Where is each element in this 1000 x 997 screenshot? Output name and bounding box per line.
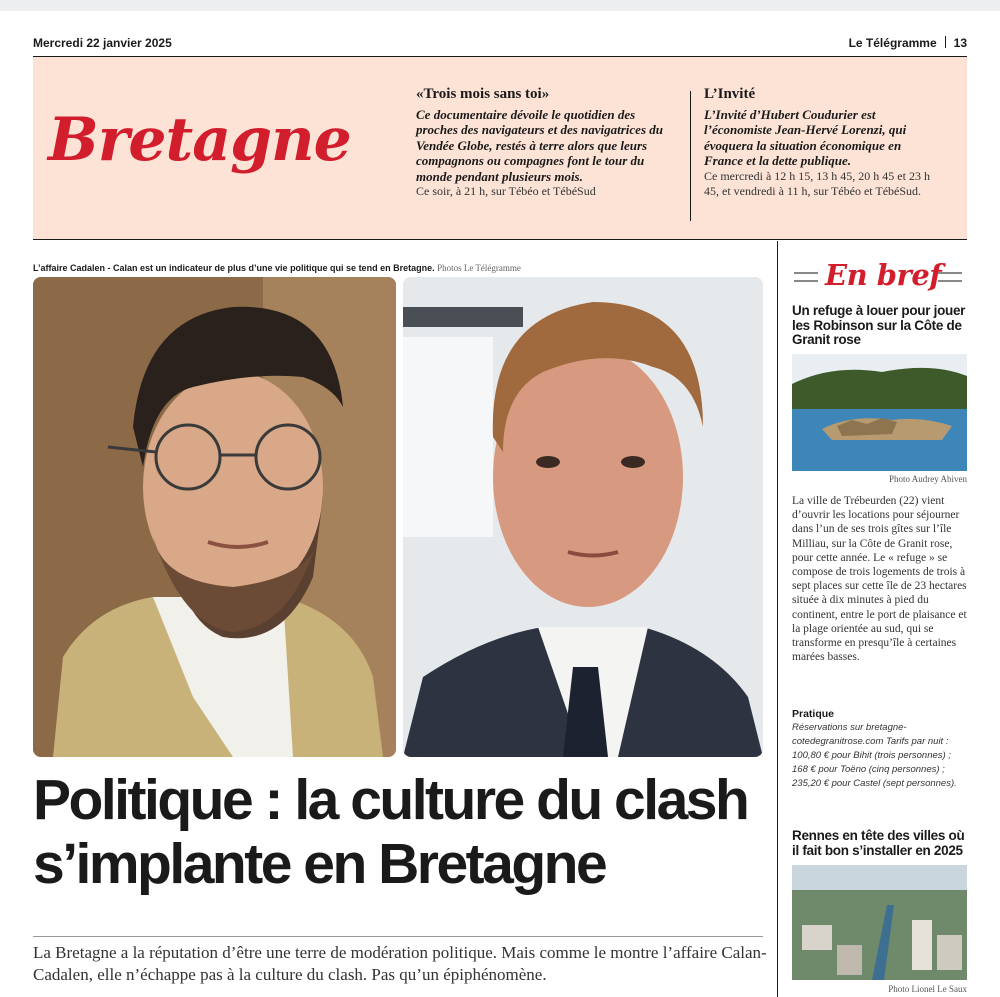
page-number: 13 (953, 36, 967, 50)
folio (33, 36, 967, 56)
brief-headline-rennes[interactable]: Rennes en tête des villes où il fait bon s’installer en 2025 (792, 828, 965, 858)
section-banner (33, 57, 967, 240)
practical-body: Réservations sur bretagne-cotedegranitrose.com Tarifs par nuit : 100,80 € pour Bihit (trois personnes) ; 168 € pour Toëno (cinq personnes) ; 235,20 € pour Castel (sept personnes). (792, 722, 957, 789)
top-strip (0, 0, 1000, 11)
brief-body: La ville de Trébeurden (22) vient d’ouvrir les locations pour séjourner dans l’un de ses trois gîtes sur l’île Milliau, sur la Côte de Granit rose, pour cette année. Le « refuge » se compose de trois logements de trois à sept places sur cette île de 23 hectares située à dix minutes à pied du continent, entre le port de plaisance et la plage orientée au sud, qui se transforme en presqu’île à certaines marées basses. (792, 495, 967, 664)
headline-line-2: s’implante en Bretagne (33, 832, 606, 896)
teaser-schedule: Ce mercredi à 12 h 15, 13 h 45, 20 h 45 et 23 h 45, et vendredi à 11 h, sur Tébéo et TébéSud. (704, 168, 930, 198)
portrait-photo-right[interactable] (403, 277, 763, 757)
teaser-body: Ce documentaire dévoile le quotidien des proches des navigateurs et des navigatrices du Vendée Globe, restés à terre alors que leurs compagnons ou compagnes font le tour du monde pendant plusieurs mois. (416, 106, 663, 184)
tv-teaser-invite[interactable] (704, 87, 939, 200)
brief-photo-credit: Photo Audrey Abiven (889, 474, 967, 484)
section-title: Bretagne (48, 105, 351, 175)
photo-caption (33, 263, 521, 273)
photo-credit: Photos Le Télégramme (437, 263, 521, 273)
portrait-right-illustration (403, 277, 763, 757)
teaser-schedule: Ce soir, à 21 h, sur Tébéo et TébéSud (416, 184, 596, 198)
teaser-title: L’Invité (704, 86, 756, 102)
folio-date: Mercredi 22 janvier 2025 (33, 36, 172, 50)
teaser-divider (690, 91, 691, 221)
brief-photo-island[interactable] (792, 354, 967, 471)
decorative-bars-left (794, 272, 818, 282)
island-illustration (792, 354, 967, 471)
teaser-title: «Trois mois sans toi» (416, 86, 550, 102)
headline-line-1: Politique : la culture du clash (33, 768, 748, 832)
decorative-bars-right (938, 272, 962, 282)
article-lead: La Bretagne a la réputation d’être une terre de modération politique. Mais comme le montre l’affaire Calan-Cadalen, elle n’échappe pas à la culture du clash. Pas qu’un épiphénomène. (33, 943, 767, 984)
caption-text: L’affaire Cadalen - Calan est un indicateur de plus d’une vie politique qui se tend en Bretagne. (33, 263, 435, 273)
practical-title: Pratique (792, 708, 835, 720)
folio-right (849, 36, 967, 50)
brief-practical-info (792, 707, 967, 791)
tv-teaser-documentary[interactable] (416, 87, 671, 200)
rennes-aerial-illustration (792, 865, 967, 980)
sidebar-title: En bref (825, 258, 942, 292)
brief-headline-refuge[interactable]: Un refuge à louer pour jouer les Robinson sur la Côte de Granit rose (792, 303, 966, 347)
en-bref-header (792, 258, 967, 298)
brief-photo-rennes[interactable] (792, 865, 967, 980)
teaser-body: L’Invité d’Hubert Coudurier est l’économiste Jean-Hervé Lorenzi, qui évoquera la situation économique en France et la dette publique. (704, 106, 907, 168)
main-headline (33, 768, 773, 896)
portrait-left-illustration (33, 277, 396, 757)
portrait-photo-left[interactable] (33, 277, 396, 757)
folio-separator (945, 36, 946, 48)
column-divider (777, 241, 778, 997)
newspaper-name: Le Télégramme (848, 36, 937, 50)
lead-rule (33, 936, 763, 937)
brief-photo-credit: Photo Lionel Le Saux (888, 984, 967, 994)
